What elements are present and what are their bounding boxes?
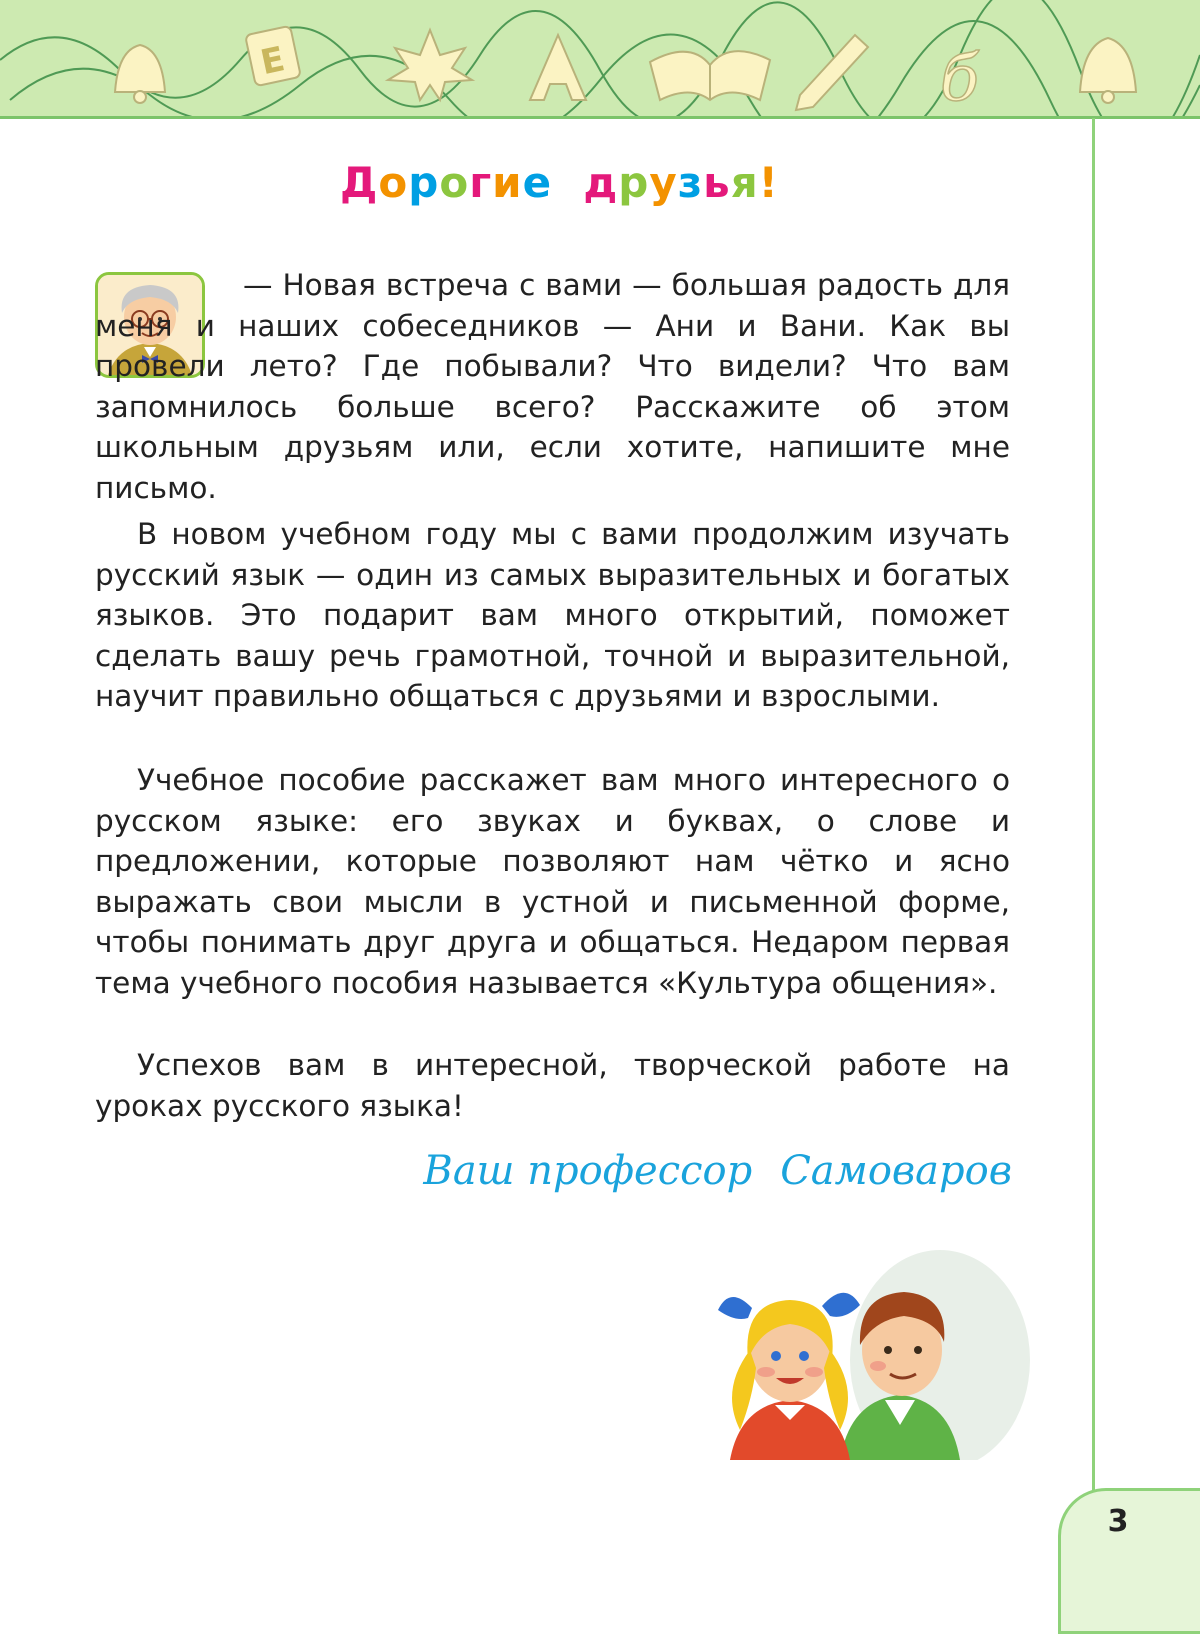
- page-margin-rule: [1092, 118, 1095, 1490]
- page-title: [340, 158, 779, 207]
- open-book-icon: [650, 51, 770, 100]
- title-letter: и: [492, 158, 523, 207]
- bell-icon: [1080, 38, 1136, 103]
- title-letter: о: [439, 158, 470, 207]
- title-letter: Д: [340, 158, 379, 207]
- page-number: 3: [1107, 1504, 1129, 1539]
- title-letter: я: [730, 158, 759, 207]
- title-letter: !: [758, 158, 779, 207]
- letter-a-icon: [530, 35, 586, 100]
- signature: [423, 1148, 1012, 1194]
- title-letter: з: [677, 158, 704, 207]
- maple-leaf-icon: [388, 30, 472, 100]
- svg-text:Е: Е: [257, 39, 289, 84]
- svg-text:б: б: [940, 42, 980, 116]
- pencil-icon: [796, 35, 868, 110]
- letter-e-icon: [245, 26, 301, 86]
- title-letter: е: [522, 158, 553, 207]
- title-letter: ь: [703, 158, 731, 207]
- paragraph-wishes: Успехов вам в интересной, творческой работе на уроках русского языка!: [95, 1048, 1010, 1123]
- title-letter: д: [583, 158, 619, 207]
- title-letter: г: [469, 158, 493, 207]
- title-letter: у: [649, 158, 678, 207]
- title-letter: о: [378, 158, 409, 207]
- title-letter: р: [618, 158, 650, 207]
- letter-b-icon: [940, 42, 980, 116]
- title-space: [552, 158, 583, 207]
- decorative-header-banner: [0, 0, 1200, 119]
- title-letter: р: [408, 158, 440, 207]
- signature-title: Ваш профессор: [423, 1148, 753, 1194]
- children-illustration: [690, 1250, 1030, 1460]
- paragraph-greeting: — Новая встреча с вами — большая радость для меня и наших собеседников — Ани и Вани. Как вы провели лето? Где побывали? Что видели? Что вам запомнилось больше всего? Расскажите об этом школьным друзьям или, если хотите, напишите мне письмо.: [95, 268, 1010, 505]
- paragraph-textbook: Учебное пособие расскажет вам много интересного о русском языке: его звуках и буквах, о слове и предложении, которые позволяют нам чётко и ясно выражать свои мысли в устной и письменной форме, чтобы понимать друг друга и общаться. Недаром первая тема учебного пособия называется «Культура общения».: [95, 763, 1010, 1000]
- signature-name: Самоваров: [780, 1148, 1012, 1194]
- paragraph-new-year: В новом учебном году мы с вами продолжим изучать русский язык — один из самых выразительных и богатых языков. Это подарит вам много открытий, поможет сделать вашу речь грамотной, точной и выразительной, научит правильно общаться с друзьями и взрослыми.: [95, 517, 1010, 713]
